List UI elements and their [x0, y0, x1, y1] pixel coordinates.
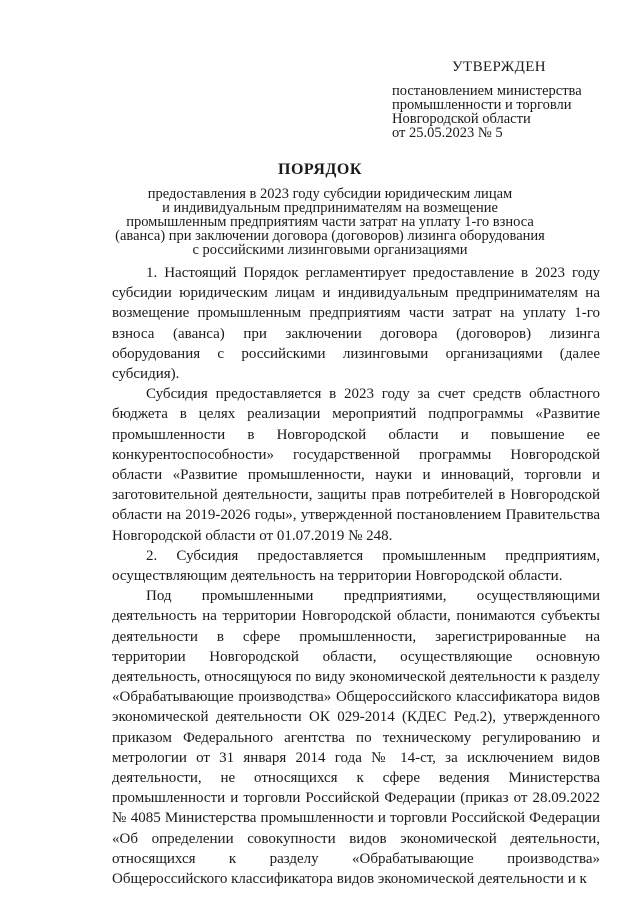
- document-body: [112, 263, 600, 889]
- paragraph: Субсидия предоставляется в 2023 году за счет средств областного бюджета в целях реализации мероприятий подпрограммы «Развитие промышленности в Новгородской области и повышение ее конкурентоспособности» государственной программы Новгородской области «Развитие промышленности, науки и инноваций, торговли и заготовительной деятельности, защиты прав потребителей в Новгородской области на 2019-2026 годы», утвержденной постановлением Правительства Новгородской области от 01.07.2019 № 248.: [112, 386, 600, 544]
- approval-line: Новгородской области: [392, 111, 531, 127]
- paragraph: Под промышленными предприятиями, осуществляющими деятельность на территории Новгородской области, понимаются субъекты деятельности в сфере промышленности, зарегистрированные на территории Новгородской области, осуществляющие основную деятельность, относящуюся по виду экономической деятельности к разделу «Обрабатывающие производства» Общероссийского классификатора видов экономической деятельности ОК 029-2014 (КДЕС Ред.2), утвержденного приказом Федерального агентства по техническому регулированию и метрологии от 31 января 2014 года № 14-ст, за исключением видов деятельности, не относящихся к сфере ведения Министерства промышленности и торговли Российской Федерации (приказ от 28.09.2022 № 4085 Министерства промышленности и торговли Российской Федерации «Об определении совокупности видов экономической деятельности, относящихся к разделу «Обрабатывающие производства» Общероссийского классификатора видов экономической деятельности и к: [112, 588, 600, 888]
- approval-line: промышленности и торговли: [392, 97, 572, 113]
- subtitle-line: (аванса) при заключении договора (договоров) лизинга оборудования: [115, 228, 545, 244]
- approval-stamp: [392, 60, 612, 140]
- approval-line: от 25.05.2023 № 5: [392, 125, 503, 141]
- document-subtitle: [100, 187, 560, 257]
- paragraph: 2. Субсидия предоставляется промышленным предприятиям, осуществляющим деятельность на территории Новгородской области.: [112, 547, 600, 585]
- approval-heading: УТВЕРЖДЕН: [452, 59, 547, 75]
- approval-line: постановлением министерства: [392, 83, 582, 99]
- subtitle-line: и индивидуальным предпринимателям на возмещение: [162, 200, 498, 216]
- subtitle-line: промышленным предприятиям части затрат на уплату 1-го взноса: [126, 214, 534, 230]
- subtitle-line: предоставления в 2023 году субсидии юридическим лицам: [147, 186, 513, 202]
- paragraph: 1. Настоящий Порядок регламентирует предоставление в 2023 году субсидии юридическим лицам и индивидуальным предпринимателям на возмещение промышленным предприятиям части затрат на уплату 1-го взноса (аванса) при заключении договора (договоров) лизинга оборудования с российскими лизинговыми организациями (далее субсидия).: [112, 265, 600, 383]
- document-title: ПОРЯДОК: [278, 161, 362, 178]
- subtitle-line: с российскими лизинговыми организациями: [192, 242, 468, 258]
